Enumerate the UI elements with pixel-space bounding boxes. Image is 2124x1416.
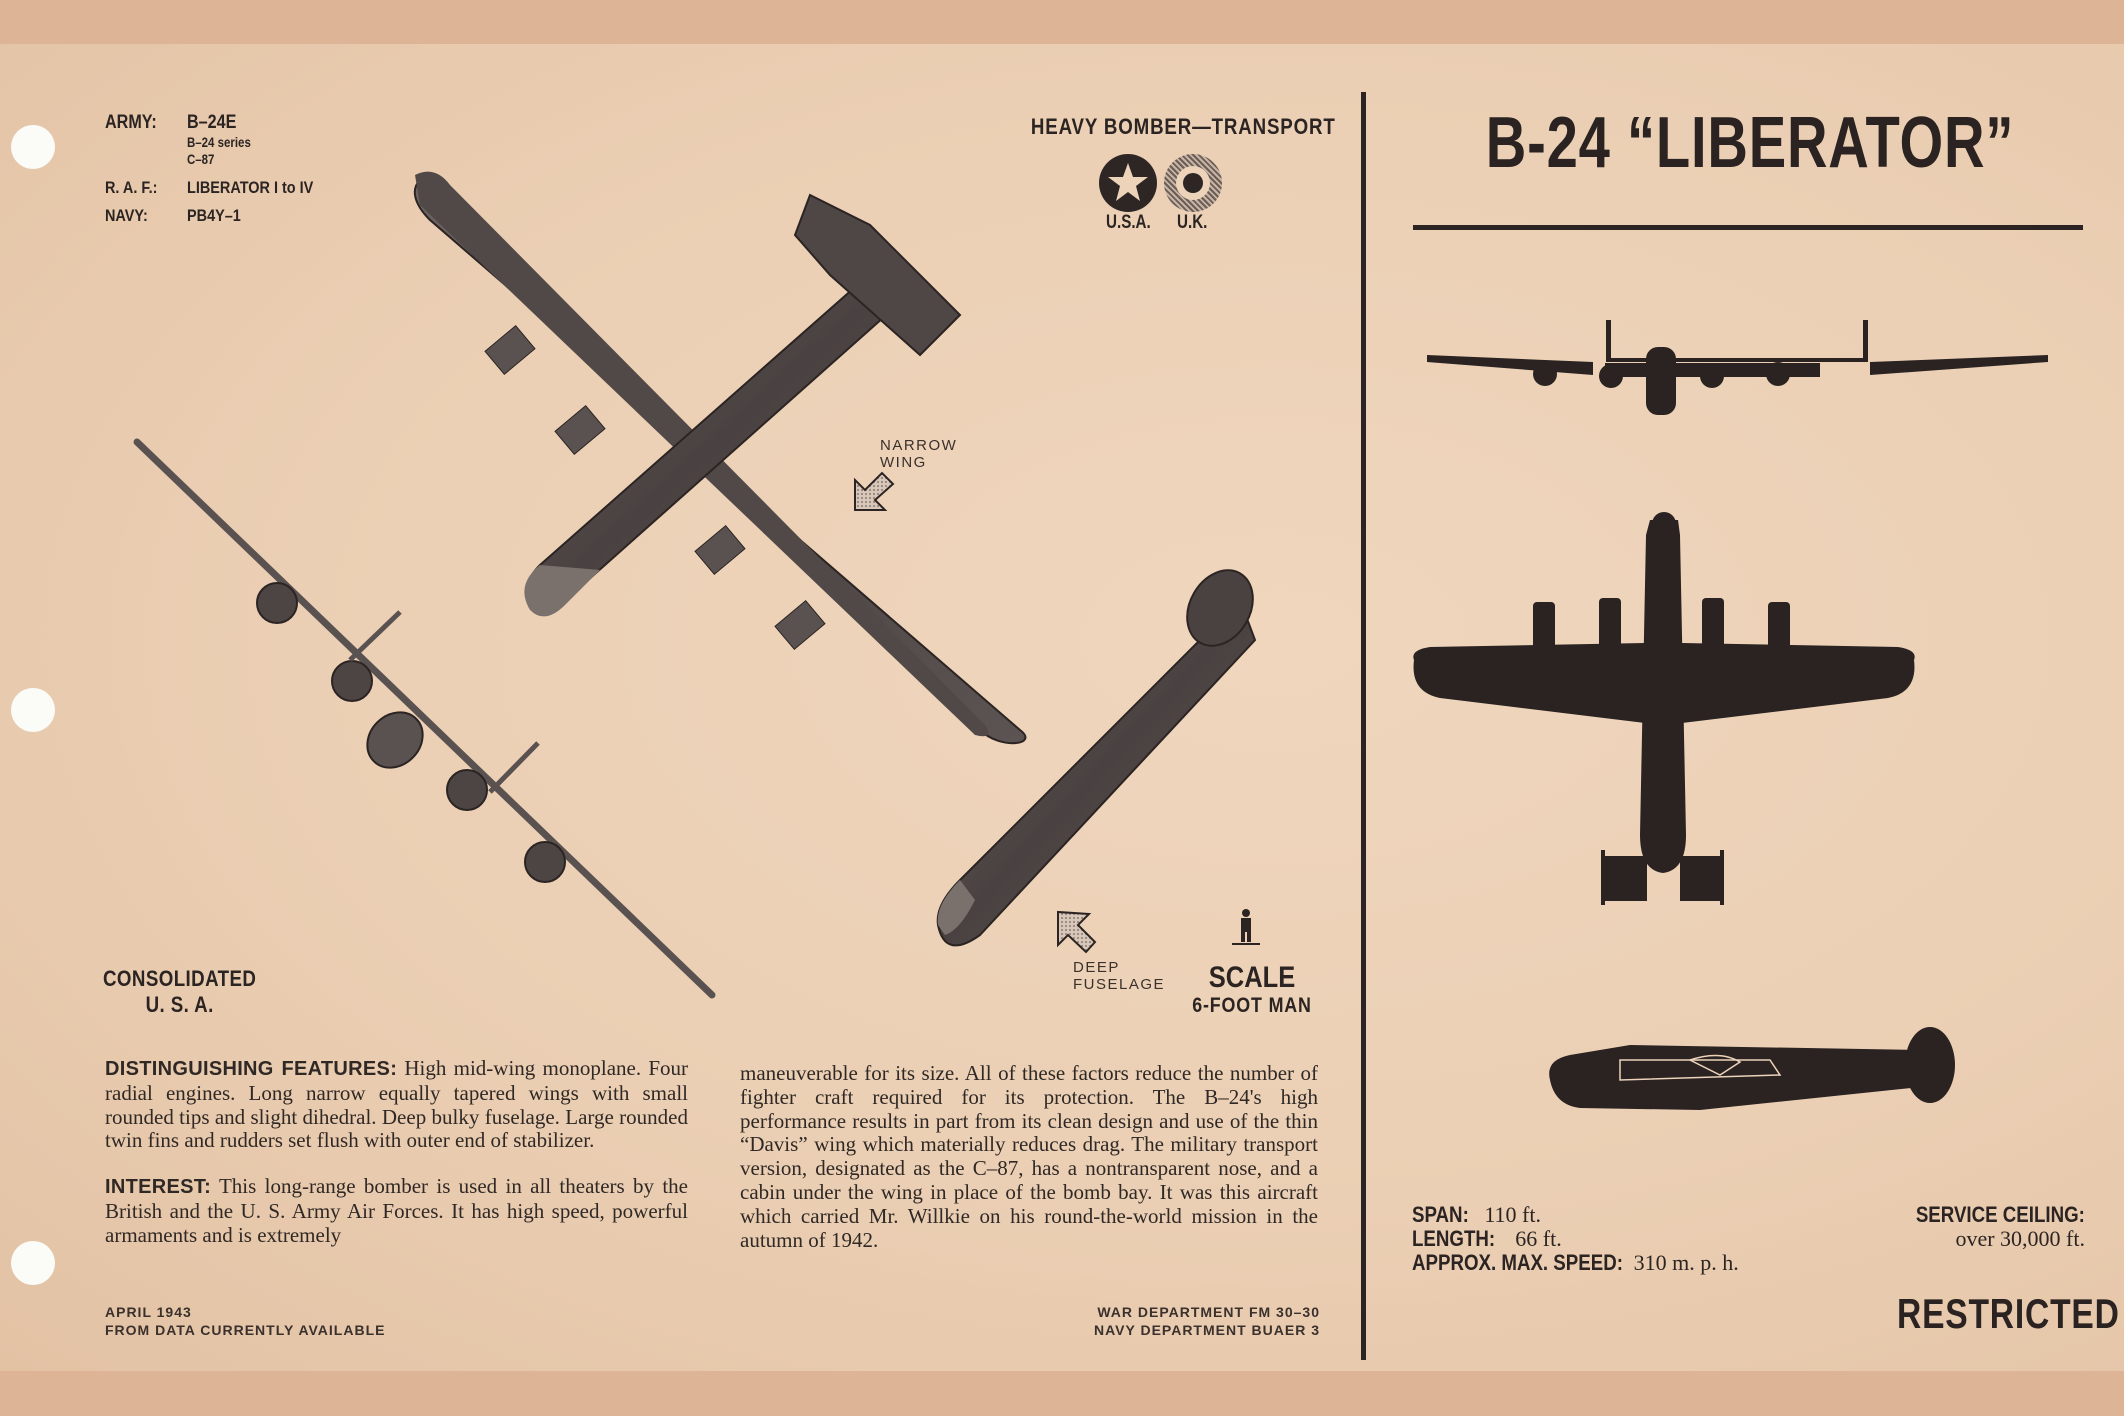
callout-line: WING xyxy=(880,454,927,471)
deep-fuselage-arrow-icon xyxy=(1058,912,1095,952)
interest-body: This long-range bomber is used in all theaters by the British and the U. S. Army Air Forces. It has high speed, powerful armaments and is extremely xyxy=(105,1174,688,1247)
bottom-border xyxy=(0,1371,2124,1416)
manufacturer xyxy=(103,966,256,1018)
footer-line: NAVY DEPARTMENT BUAER 3 xyxy=(1093,1322,1320,1338)
narrow-wing-arrow-icon xyxy=(855,473,893,510)
aircraft-perspective-illustrations xyxy=(0,0,1360,1000)
scale-title: SCALE xyxy=(1208,961,1296,994)
page-title: B-24 “LIBERATOR” xyxy=(1485,103,2015,183)
scale-legend xyxy=(1184,962,1320,1018)
service-ceiling xyxy=(1800,1203,2085,1251)
distinguishing-features xyxy=(105,1057,688,1153)
footer-line: FROM DATA CURRENTLY AVAILABLE xyxy=(105,1322,386,1338)
deep-fuselage-callout xyxy=(1073,959,1165,993)
specifications xyxy=(1412,1203,1739,1275)
interest xyxy=(105,1175,688,1247)
features-body: High mid-wing monoplane. Four radial engines. Long narrow equally tapered wings with small rounded tips and slight dihedral. Deep bulky fuselage. Large rounded twin fins and rudders set flush with outer end of stabilizer. xyxy=(105,1056,688,1153)
callout-line: FUSELAGE xyxy=(1073,976,1166,993)
ceiling-label: SERVICE CEILING: xyxy=(1915,1202,2085,1227)
footer-date xyxy=(105,1303,385,1339)
length-value: 66 ft. xyxy=(1509,1226,1562,1251)
army-label: ARMY: xyxy=(105,112,157,133)
classification-stamp: RESTRICTED xyxy=(1897,1290,2120,1337)
manufacturer-country: U. S. A. xyxy=(145,992,214,1017)
navy-label: NAVY: xyxy=(105,206,148,225)
footer-line: APRIL 1943 xyxy=(105,1304,192,1320)
army-sub: C–87 xyxy=(187,151,215,167)
manufacturer-name: CONSOLIDATED xyxy=(103,966,257,991)
scale-subtitle: 6-FOOT MAN xyxy=(1192,994,1312,1017)
footer-references xyxy=(1000,1303,1320,1339)
interest-heading: INTEREST: xyxy=(105,1176,212,1199)
raf-value: LIBERATOR I to IV xyxy=(187,178,314,197)
raf-label: R. A. F.: xyxy=(105,178,158,197)
scale-man-icon xyxy=(1232,909,1260,945)
army-sub: B–24 series xyxy=(187,134,251,150)
length-label: LENGTH: xyxy=(1412,1226,1496,1251)
narrow-wing-callout xyxy=(880,437,957,471)
description-column-2 xyxy=(740,1062,1318,1252)
punch-hole xyxy=(11,1241,55,1285)
front-silhouette xyxy=(1427,320,2048,415)
callout-line: NARROW xyxy=(880,437,958,454)
army-value: B–24E xyxy=(187,112,237,133)
speed-label: APPROX. MAX. SPEED: xyxy=(1412,1250,1623,1275)
speed-value: 310 m. p. h. xyxy=(1628,1250,1739,1275)
ceiling-value: over 30,000 ft. xyxy=(1955,1226,2085,1251)
navy-value: PB4Y–1 xyxy=(187,206,241,225)
top-silhouette xyxy=(1413,512,1914,905)
features-heading: DISTINGUISHING FEATURES: xyxy=(105,1058,398,1080)
continued-text: maneuverable for its size. All of these factors reduce the number of fighter craft required for its protection. The B–24's high performance results in part from its clean design and use of the thin “Davis” wing which materially reduces drag. The military transport version, designated as the C–87, has a nontransparent nose, and a cabin under the wing in place of the bomb bay. It was this aircraft which carried Mr. Willkie on his round-the-world mission in the autumn of 1942. xyxy=(740,1061,1318,1252)
plane-side-view xyxy=(938,558,1266,945)
column-divider xyxy=(1361,92,1366,1360)
callout-line: DEEP xyxy=(1073,959,1120,976)
span-value: 110 ft. xyxy=(1478,1202,1541,1227)
span-label: SPAN: xyxy=(1412,1202,1469,1227)
silhouette-views xyxy=(1400,300,2100,1120)
usa-label: U.S.A. xyxy=(1106,212,1151,233)
uk-label: U.K. xyxy=(1177,212,1208,233)
title-rule xyxy=(1413,225,2083,230)
aircraft-type: HEAVY BOMBER—TRANSPORT xyxy=(1030,114,1336,139)
description-column-1 xyxy=(105,1057,688,1270)
side-silhouette xyxy=(1549,1027,1955,1110)
footer-line: WAR DEPARTMENT FM 30–30 xyxy=(1097,1304,1320,1320)
